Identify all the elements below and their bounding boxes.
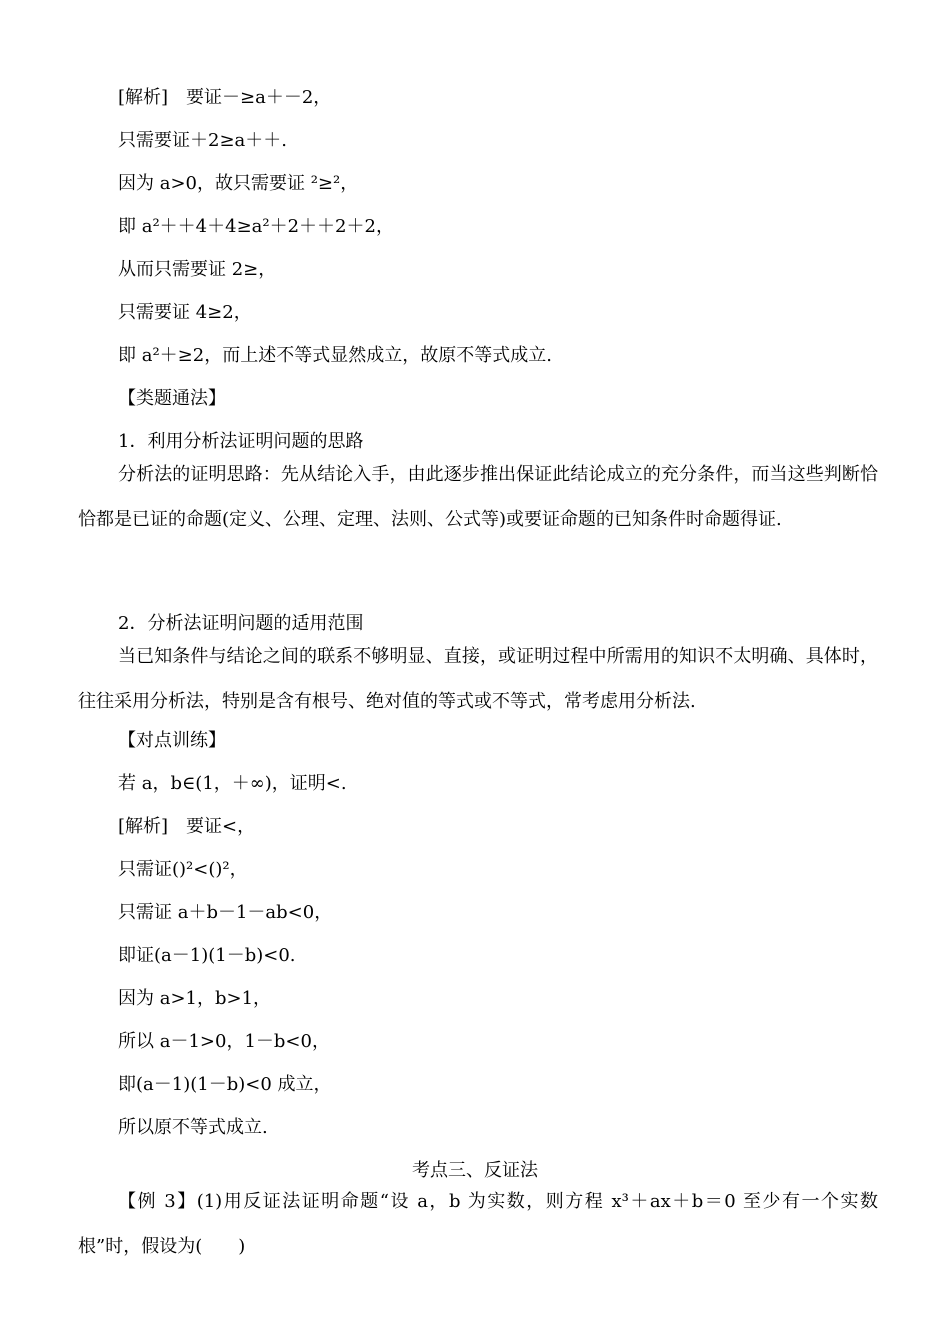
analysis-line-7: 即 a²＋≥2，而上述不等式显然成立，故原不等式成立. [118,345,552,366]
analysis-line-6: 只需要证 4≥2， [118,302,252,323]
practice-line-5: 因为 a>1，b>1， [118,988,272,1009]
method-item-2-title: 2．分析法证明问题的适用范围 [118,613,364,634]
analysis-line-3: 因为 a>0，故只需要证 ²≥²， [118,173,359,194]
practice-problem: 若 a，b∈(1，＋∞)，证明<. [118,773,347,794]
example-3: 【例 3】(1)用反证法证明命题“设 a，b 为实数，则方程 x³＋ax＋b＝0 至少有一个实数根”时，假设为( ) [78,1191,878,1257]
practice-heading: 【对点训练】 [118,730,226,751]
practice-line-1: [解析] 要证<， [118,816,256,837]
practice-line-4: 即证(a－1)(1－b)<0. [118,945,296,966]
method-heading: 【类题通法】 [118,388,226,409]
practice-line-8: 所以原不等式成立. [118,1117,268,1138]
analysis-line-5: 从而只需要证 2≥， [118,259,277,280]
practice-line-3: 只需证 a＋b－1－ab<0， [118,902,333,923]
method-item-2-body: 当已知条件与结论之间的联系不够明显、直接，或证明过程中所需用的知识不太明确、具体时，往往采用分析法，特别是含有根号、绝对值的等式或不等式，常考虑用分析法. [78,646,878,712]
practice-line-2: 只需证()²<()²， [118,859,248,880]
analysis-line-2: 只需要证＋2≥a＋＋. [118,130,287,151]
practice-line-7: 即(a－1)(1－b)<0 成立， [118,1074,332,1095]
analysis-line-4: 即 a²＋＋4＋4≥a²＋2＋＋2＋2， [118,216,394,237]
practice-line-6: 所以 a－1>0，1－b<0， [118,1031,330,1052]
analysis-line-1: [解析] 要证－≥a＋－2， [118,87,332,108]
method-item-1-body: 分析法的证明思路：先从结论入手，由此逐步推出保证此结论成立的充分条件，而当这些判断恰恰都是已证的命题(定义、公理、定理、法则、公式等)或要证命题的已知条件时命题得证. [78,464,878,530]
section-title: 考点三、反证法 [412,1160,538,1181]
method-item-1-title: 1．利用分析法证明问题的思路 [118,431,364,452]
